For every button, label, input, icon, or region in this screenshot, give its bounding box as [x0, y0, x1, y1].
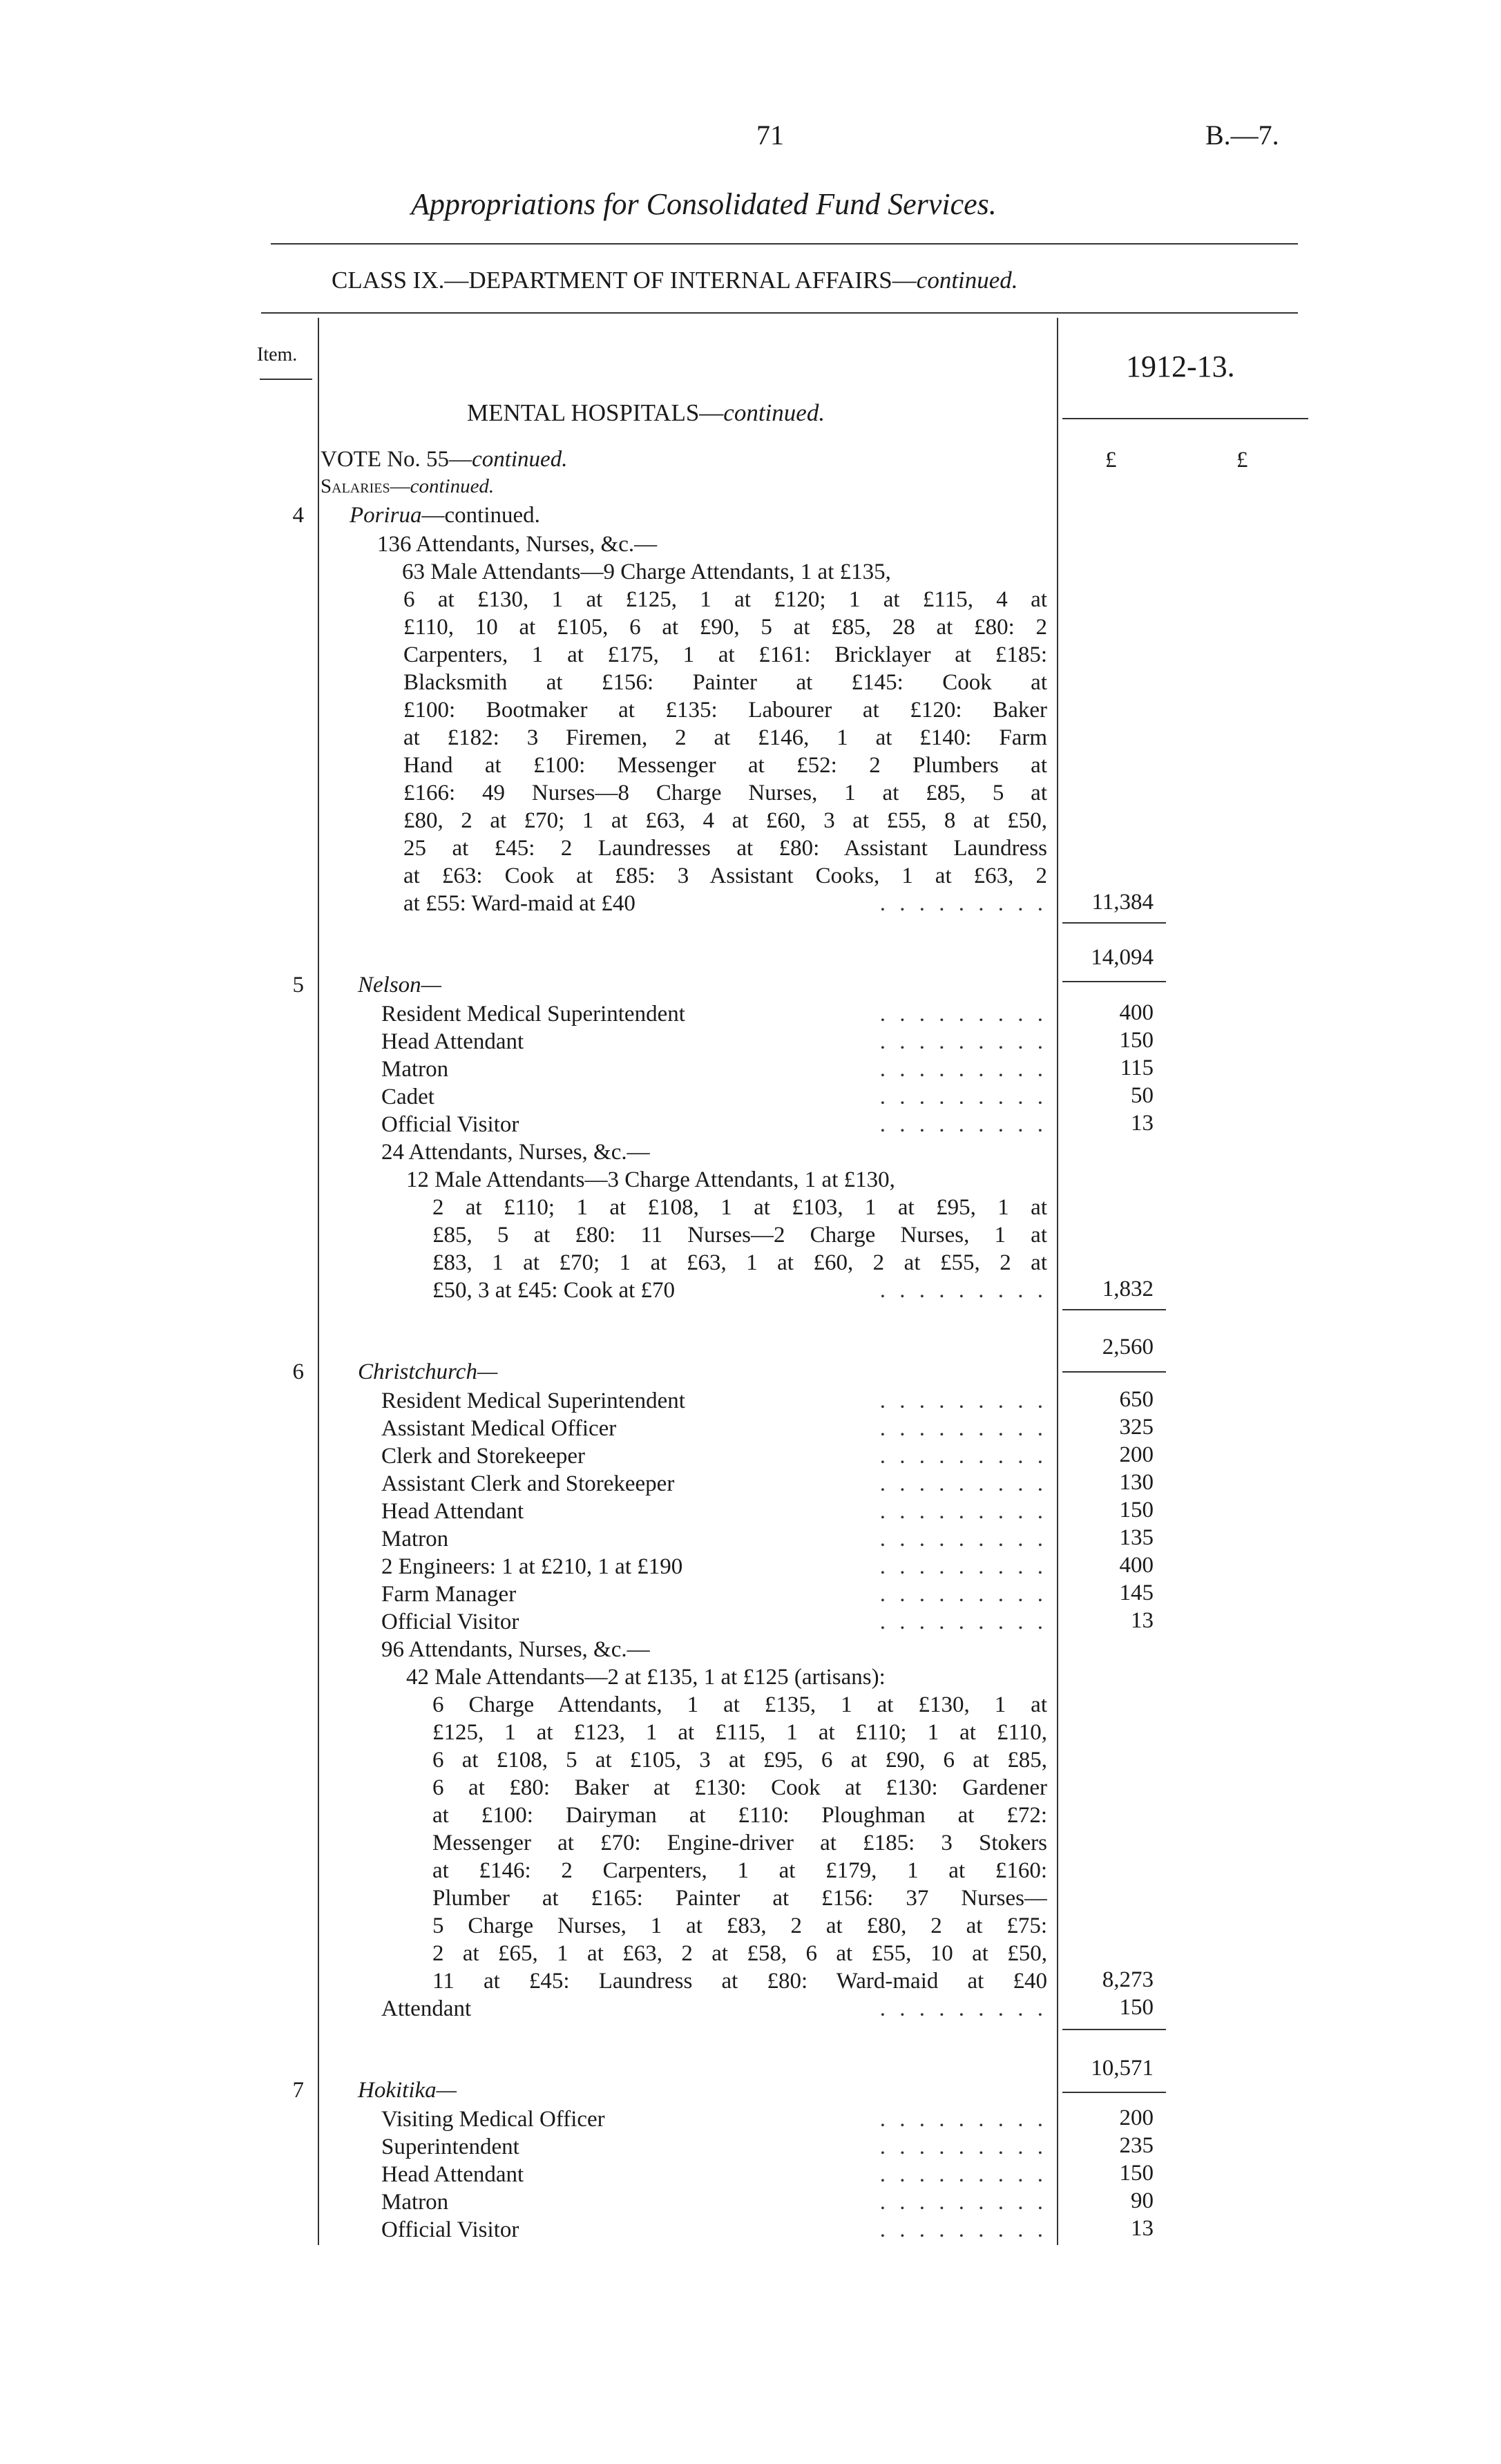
list-item: [381, 1608, 1047, 1636]
paragraph-line: [403, 890, 1047, 917]
section-heading-continued: continued.: [723, 399, 825, 426]
list-item-label: Assistant Clerk and Storekeeper: [381, 1471, 680, 1496]
list-item: [381, 1000, 1047, 1028]
dot-leaders: . . . . . . . . .: [879, 2217, 1047, 2242]
list-item: [381, 2133, 1047, 2161]
list-item: [381, 1415, 1047, 1442]
paragraph-line: 11 at £45: Laundress at £80: Ward-maid at £40: [432, 1969, 1047, 1994]
dot-leaders: . . . . . . . . .: [879, 1610, 1047, 1634]
list-item-label: Visiting Medical Officer: [381, 2107, 611, 2132]
item-number: 7: [292, 2078, 304, 2103]
nelson-amount: 115: [1120, 1056, 1154, 1080]
subtotal-rule: [1062, 2029, 1166, 2030]
paragraph-line: £85, 5 at £80: 11 Nurses—2 Charge Nurses, 1 at: [432, 1223, 1047, 1248]
class-heading-main: CLASS IX.—DEPARTMENT OF INTERNAL AFFAIRS—: [332, 267, 917, 294]
dot-leaders: . . . . . . . . .: [879, 1471, 1047, 1496]
vote-heading: [321, 447, 567, 472]
table-top-rule: [261, 312, 1298, 314]
nelson-amount: 150: [1119, 1028, 1154, 1053]
dot-leaders: . . . . . . . . .: [879, 1057, 1047, 1082]
porirua-attendants-block: [377, 531, 1047, 586]
dot-leaders: . . . . . . . . .: [879, 1388, 1047, 1413]
nelson-amount: 400: [1119, 1000, 1154, 1025]
subtotal-rule: [1062, 1309, 1166, 1310]
dot-leaders: . . . . . . . . .: [879, 1278, 1047, 1303]
list-item-label: Matron: [381, 2190, 454, 2215]
year-header: 1912-13.: [1126, 350, 1235, 383]
list-item-label: Official Visitor: [381, 1610, 524, 1634]
hokitika-heading: Hokitika—: [358, 2078, 457, 2103]
list-item-label: Official Visitor: [381, 2217, 524, 2242]
list-item: [381, 1525, 1047, 1553]
paragraph-line: at £146: 2 Carpenters, 1 at £179, 1 at £160:: [432, 1858, 1047, 1883]
dot-leaders: . . . . . . . . .: [879, 1996, 1047, 2021]
paragraph-line: 2 at £110; 1 at £108, 1 at £103, 1 at £95, 1 at: [432, 1195, 1047, 1220]
paragraph-line: Carpenters, 1 at £175, 1 at £161: Bricklayer at £185:: [403, 642, 1047, 667]
list-item-label: Head Attendant: [381, 1029, 529, 1054]
dot-leaders: . . . . . . . . .: [879, 1499, 1047, 1524]
title-rule: [271, 243, 1298, 245]
paragraph-line: £166: 49 Nurses—8 Charge Nurses, 1 at £85, 5 at: [403, 781, 1047, 805]
paragraph-line-text: £50, 3 at £45: Cook at £70: [432, 1278, 680, 1303]
list-item-label: Clerk and Storekeeper: [381, 1444, 591, 1469]
nelson-total: 2,560: [1102, 1335, 1154, 1359]
list-item: [381, 2216, 1047, 2244]
nelson-amount: 13: [1131, 1111, 1154, 1136]
list-item: [381, 1498, 1047, 1525]
paragraph-line: [432, 1277, 1047, 1304]
christchurch-amount: 325: [1119, 1415, 1154, 1440]
currency-sign-column-2: £: [1236, 448, 1248, 472]
paragraph-line: £100: Bootmaker at £135: Labourer at £120: Baker: [403, 698, 1047, 723]
paragraph-line: £83, 1 at £70; 1 at £63, 1 at £60, 2 at £55, 2 at: [432, 1250, 1047, 1275]
item-header-rule: [260, 379, 312, 380]
page-number: 71: [756, 120, 784, 151]
list-item: [381, 2161, 1047, 2188]
paragraph-line: £125, 1 at £123, 1 at £115, 1 at £110; 1 at £110,: [432, 1720, 1047, 1745]
paragraph-line: at £63: Cook at £85: 3 Assistant Cooks, 1 at £63, 2: [403, 863, 1047, 888]
dot-leaders: . . . . . . . . .: [879, 2134, 1047, 2159]
paragraph-line: 6 Charge Attendants, 1 at £135, 1 at £130, 1 at: [432, 1692, 1047, 1717]
porirua-name: Porirua: [350, 503, 422, 528]
christchurch-amount: 150: [1119, 1498, 1154, 1522]
nelson-staff-list: [381, 1000, 1047, 1194]
paragraph-line: at £182: 3 Firemen, 2 at £146, 1 at £140: Farm: [403, 725, 1047, 750]
dot-leaders: . . . . . . . . .: [879, 1582, 1047, 1607]
christchurch-amount: 145: [1119, 1580, 1154, 1605]
item-column-header: Item.: [257, 344, 298, 365]
hokitika-amount: 90: [1131, 2188, 1154, 2213]
item-number: 6: [292, 1359, 304, 1384]
list-item: [381, 1553, 1047, 1580]
porirua-details: [403, 586, 1047, 917]
subtotal-rule: [1062, 2092, 1166, 2093]
dot-leaders: . . . . . . . . .: [879, 2190, 1047, 2215]
dot-leaders: . . . . . . . . .: [879, 1002, 1047, 1026]
porirua-continued: —continued.: [421, 503, 540, 528]
amount-column-rule: [1057, 318, 1058, 2245]
porirua-total: 14,094: [1091, 945, 1154, 970]
subtotal-rule: [1062, 922, 1166, 924]
list-item: [381, 1056, 1047, 1083]
salaries-heading-main: Salaries—: [321, 475, 410, 497]
list-item: [381, 1028, 1047, 1056]
paragraph-line: 12 Male Attendants—3 Charge Attendants, 1 at £130,: [406, 1167, 895, 1192]
paragraph-line: 6 at £80: Baker at £130: Cook at £130: Gardener: [432, 1775, 1047, 1800]
dot-leaders: . . . . . . . . .: [879, 1112, 1047, 1137]
item-number: 5: [292, 973, 304, 997]
list-item-label: Resident Medical Superintendent: [381, 1388, 691, 1413]
paragraph-line: 63 Male Attendants—9 Charge Attendants, 1 at £135,: [402, 560, 891, 584]
paragraph-line: Blacksmith at £156: Painter at £145: Cook at: [403, 670, 1047, 695]
list-item: [381, 1580, 1047, 1608]
nelson-attendants-amount: 1,832: [1102, 1277, 1154, 1301]
class-heading-continued: continued.: [916, 267, 1018, 294]
paragraph-line: 6 at £108, 5 at £105, 3 at £95, 6 at £90, 6 at £85,: [432, 1748, 1047, 1773]
christchurch-total: 10,571: [1091, 2056, 1154, 2081]
christchurch-attendants-amount: 8,273: [1102, 1967, 1154, 1992]
list-item: [381, 1083, 1047, 1111]
hokitika-amount: 235: [1119, 2133, 1154, 2158]
nelson-heading: Nelson—: [358, 973, 442, 997]
dot-leaders: . . . . . . . . .: [879, 1527, 1047, 1551]
christchurch-staff-list: [381, 1387, 1047, 1691]
dot-leaders: . . . . . . . . .: [879, 1029, 1047, 1054]
paragraph-line: 96 Attendants, Nurses, &c.—: [381, 1637, 650, 1662]
christchurch-amount: 400: [1119, 1553, 1154, 1578]
paragraph-line: 2 at £65, 1 at £63, 2 at £58, 6 at £55, 10 at £50,: [432, 1941, 1047, 1966]
list-item-label: Attendant: [381, 1996, 477, 2021]
hokitika-amount: 13: [1131, 2216, 1154, 2241]
list-item-label: Assistant Medical Officer: [381, 1416, 622, 1441]
list-item-label: Head Attendant: [381, 2162, 529, 2187]
dot-leaders: . . . . . . . . .: [879, 1416, 1047, 1441]
subtotal-rule: [1062, 1371, 1166, 1373]
section-heading-main: MENTAL HOSPITALS—: [467, 399, 724, 426]
christchurch-amount: 650: [1119, 1387, 1154, 1412]
hokitika-staff-list: [381, 2105, 1047, 2244]
item-number: 4: [292, 503, 304, 528]
dot-leaders: . . . . . . . . .: [879, 1554, 1047, 1579]
document-reference: B.—7.: [1205, 120, 1279, 151]
list-item-label: Resident Medical Superintendent: [381, 1002, 691, 1026]
paragraph-line: at £100: Dairyman at £110: Ploughman at £72:: [432, 1803, 1047, 1828]
paragraph-line: £80, 2 at £70; 1 at £63, 4 at £60, 3 at £55, 8 at £50,: [403, 808, 1047, 833]
dot-leaders: . . . . . . . . .: [879, 891, 1047, 916]
christchurch-details: [432, 1691, 1047, 1995]
dot-leaders: . . . . . . . . .: [879, 2107, 1047, 2132]
dot-leaders: . . . . . . . . .: [879, 1085, 1047, 1109]
paragraph-line: Hand at £100: Messenger at £52: 2 Plumbers at: [403, 753, 1047, 778]
salaries-heading: [321, 475, 494, 498]
list-item-label: Matron: [381, 1057, 454, 1082]
nelson-details: [432, 1194, 1047, 1304]
christchurch-attendant-amount: 150: [1119, 1995, 1154, 2020]
paragraph-line: 136 Attendants, Nurses, &c.—: [377, 532, 658, 557]
porirua-amount: 11,384: [1091, 890, 1154, 915]
list-item-label: Farm Manager: [381, 1582, 522, 1607]
paragraph-line: Messenger at £70: Engine-driver at £185: 3 Stokers: [432, 1831, 1047, 1855]
christchurch-attendant-row: [381, 1995, 1047, 2023]
paragraph-line: 24 Attendants, Nurses, &c.—: [381, 1140, 650, 1165]
salaries-heading-continued: continued.: [410, 475, 495, 497]
list-item: [381, 1995, 1047, 2023]
list-item: [381, 1442, 1047, 1470]
class-heading: [332, 267, 1018, 294]
paragraph-line: £110, 10 at £105, 6 at £90, 5 at £85, 28 at £80: 2: [403, 615, 1047, 640]
list-item: [381, 1111, 1047, 1138]
list-item: [381, 2188, 1047, 2216]
item-column-rule: [318, 318, 319, 2245]
list-item: [381, 1387, 1047, 1415]
year-header-rule: [1062, 418, 1308, 419]
list-item: [381, 2105, 1047, 2133]
paragraph-line-text: at £55: Ward-maid at £40: [403, 891, 641, 916]
currency-sign-column-1: £: [1105, 448, 1117, 472]
paragraph-line: 6 at £130, 1 at £125, 1 at £120; 1 at £115, 4 at: [403, 587, 1047, 612]
list-item-label: Official Visitor: [381, 1112, 524, 1137]
christchurch-amount: 200: [1119, 1442, 1154, 1467]
christchurch-amount: 13: [1131, 1608, 1154, 1633]
subtotal-rule: [1062, 981, 1166, 982]
christchurch-amount: 135: [1119, 1525, 1154, 1550]
vote-heading-main: VOTE No. 55—: [321, 447, 472, 472]
nelson-amount: 50: [1131, 1083, 1154, 1108]
paragraph-line: 5 Charge Nurses, 1 at £83, 2 at £80, 2 at £75:: [432, 1913, 1047, 1938]
porirua-heading: [350, 503, 540, 528]
paragraph-line: 42 Male Attendants—2 at £135, 1 at £125 (artisans):: [406, 1665, 886, 1690]
paragraph-line: Plumber at £165: Painter at £156: 37 Nurses—: [432, 1886, 1047, 1911]
page-title: Appropriations for Consolidated Fund Services.: [411, 187, 997, 221]
dot-leaders: . . . . . . . . .: [879, 2162, 1047, 2187]
list-item-label: Matron: [381, 1527, 454, 1551]
list-item: [381, 1470, 1047, 1498]
christchurch-heading: Christchurch—: [358, 1359, 498, 1384]
list-item-label: Superintendent: [381, 2134, 525, 2159]
list-item-label: 2 Engineers: 1 at £210, 1 at £190: [381, 1554, 688, 1579]
list-item-label: Head Attendant: [381, 1499, 529, 1524]
christchurch-amount: 130: [1119, 1470, 1154, 1495]
paragraph-line: 25 at £45: 2 Laundresses at £80: Assistant Laundress: [403, 836, 1047, 861]
hokitika-amount: 200: [1119, 2105, 1154, 2130]
dot-leaders: . . . . . . . . .: [879, 1444, 1047, 1469]
section-heading: [467, 399, 825, 427]
vote-heading-continued: continued.: [472, 447, 568, 472]
hokitika-amount: 150: [1119, 2161, 1154, 2186]
list-item-label: Cadet: [381, 1085, 440, 1109]
